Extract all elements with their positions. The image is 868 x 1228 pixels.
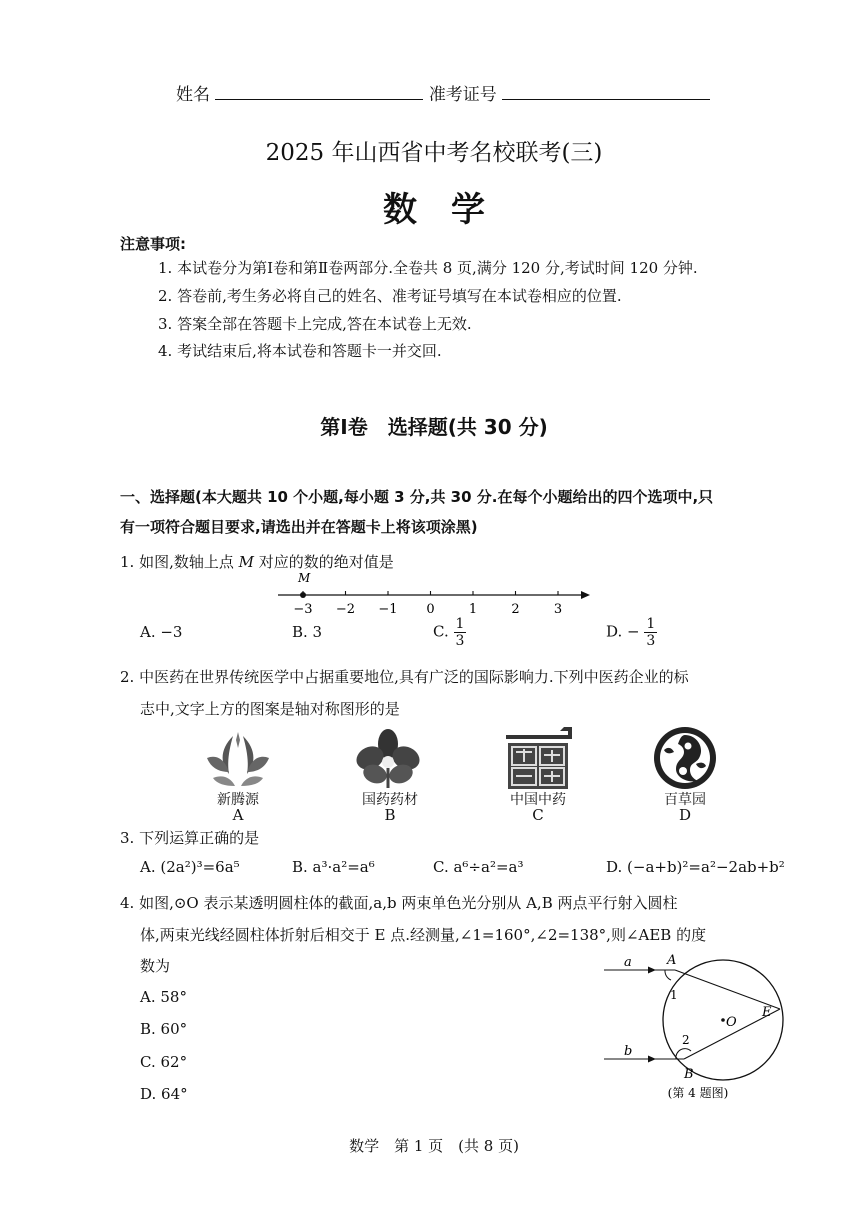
angle-2-arc <box>676 1049 691 1059</box>
q1-option-b[interactable]: B. 3 <box>292 623 323 641</box>
q1-stem-var: M <box>238 553 254 571</box>
number-line-tick-label: 3 <box>553 602 563 617</box>
number-line-tick-label: −3 <box>293 602 313 617</box>
q1-option-c[interactable] <box>433 616 466 649</box>
q4-option-a[interactable]: A. 58° <box>140 988 187 1006</box>
fraction-num: 1 <box>646 616 656 632</box>
q1-stem-text: 1. 如图,数轴上点 <box>120 553 239 571</box>
page-footer: 数学 第 1 页 (共 8 页) <box>349 1137 519 1155</box>
notice-item: 4. 考试结束后,将本试卷和答题卡一并交回. <box>158 342 442 360</box>
q1-stem-text: 对应的数的绝对值是 <box>253 553 394 571</box>
logo-c-letter: C <box>532 806 544 824</box>
number-line-tick-label: 0 <box>426 602 435 617</box>
label-angle-1: 1 <box>670 988 678 1002</box>
name-row <box>176 80 710 105</box>
figure-caption: (第 4 题图) <box>667 1086 729 1100</box>
exam-title: 2025 年山西省中考名校联考(三) <box>265 140 603 166</box>
q4-option-b[interactable]: B. 60° <box>140 1020 188 1038</box>
subject-title: 数 学 <box>383 190 485 230</box>
center-o <box>721 1018 725 1022</box>
q1-option-d[interactable] <box>606 616 657 649</box>
logo-a-caption: 新腾源 <box>217 792 259 808</box>
number-line-tick-label: 1 <box>468 602 478 617</box>
q3-option-b[interactable]: B. a³·a²=a⁶ <box>292 858 375 876</box>
logo-a-letter: A <box>232 806 244 824</box>
q3-stem: 3. 下列运算正确的是 <box>120 829 260 847</box>
q4-line2: 体,两束光线经圆柱体折射后相交于 E 点.经测量,∠1=160°,∠2=138°,则∠AEB 的度 <box>140 926 707 944</box>
section-title: 第Ⅰ卷 选择题(共 30 分) <box>320 415 548 439</box>
q4-option-d[interactable]: D. 64° <box>140 1085 188 1103</box>
fraction-den: 3 <box>646 633 656 649</box>
fraction <box>454 616 467 649</box>
number-line-tick-label: −2 <box>335 602 356 617</box>
q1-option-d-prefix: D. − <box>606 622 640 641</box>
q2-line2: 志中,文字上方的图案是轴对称图形的是 <box>140 700 400 718</box>
logo-d-caption: 百草园 <box>664 792 706 808</box>
logo-c-icon[interactable] <box>502 727 574 791</box>
logo-b-caption: 国药药材 <box>362 792 418 808</box>
number-line-tick-label: −1 <box>378 602 398 617</box>
logo-d-icon[interactable] <box>652 726 718 790</box>
q4-option-c[interactable]: C. 62° <box>140 1053 188 1071</box>
number-line <box>270 566 600 618</box>
label-point-e: E <box>762 1005 772 1020</box>
logo-b-icon[interactable] <box>355 728 421 790</box>
logo-c-caption: 中国中药 <box>510 792 566 808</box>
fraction-num: 1 <box>455 616 465 632</box>
q3-option-a[interactable]: A. (2a²)³=6a⁵ <box>140 858 240 876</box>
label-a: a <box>624 955 632 970</box>
q3-option-c[interactable]: C. a⁶÷a²=a³ <box>433 858 524 876</box>
logo-b-letter: B <box>384 806 396 824</box>
exam-id-blank[interactable] <box>502 85 710 100</box>
arrow-head-icon <box>581 591 590 599</box>
point-m <box>300 592 306 598</box>
arrow-icon <box>648 967 656 974</box>
label-b: b <box>624 1044 633 1059</box>
q3-option-d[interactable]: D. (−a+b)²=a²−2ab+b² <box>606 858 785 876</box>
label-point-a: A <box>667 953 677 968</box>
fraction-den: 3 <box>455 633 465 649</box>
number-line-tick-label: 2 <box>511 602 520 617</box>
q4-line3: 数为 <box>140 957 171 975</box>
logo-a-icon[interactable] <box>203 728 273 790</box>
notice-item: 1. 本试卷分为第Ⅰ卷和第Ⅱ卷两部分.全卷共 8 页,满分 120 分,考试时间 120 分钟. <box>158 259 698 277</box>
q1-option-a[interactable]: A. −3 <box>140 623 183 641</box>
part-one-line1: 一、选择题(本大题共 10 个小题,每小题 3 分,共 30 分.在每个小题给出的四个选项中,只 <box>120 488 714 506</box>
label-point-o: O <box>726 1015 737 1030</box>
q4-figure <box>598 952 798 1102</box>
label-point-b: B <box>684 1067 694 1082</box>
arrow-icon <box>648 1056 656 1063</box>
name-blank[interactable] <box>215 85 423 100</box>
q1-option-c-prefix: C. <box>433 622 449 641</box>
angle-1-arc <box>665 970 671 980</box>
part-one-line2: 有一项符合题目要求,请选出并在答题卡上将该项涂黑) <box>120 518 478 536</box>
q4-line1: 4. 如图,⊙O 表示某透明圆柱体的截面,a,b 两束单色光分别从 A,B 两点平行射入圆柱 <box>120 894 678 912</box>
notice-item: 2. 答卷前,考生务必将自己的姓名、准考证号填写在本试卷相应的位置. <box>158 287 622 305</box>
notice-item: 3. 答案全部在答题卡上完成,答在本试卷上无效. <box>158 315 472 333</box>
fraction <box>644 616 657 649</box>
exam-id-label: 准考证号 <box>428 85 497 105</box>
label-angle-2: 2 <box>682 1033 690 1047</box>
notice-heading: 注意事项: <box>120 235 186 253</box>
point-m-label: M <box>298 571 311 585</box>
name-label: 姓名 <box>176 85 210 105</box>
q2-line1: 2. 中医药在世界传统医学中占据重要地位,具有广泛的国际影响力.下列中医药企业的标 <box>120 668 689 686</box>
logo-d-letter: D <box>678 806 692 824</box>
